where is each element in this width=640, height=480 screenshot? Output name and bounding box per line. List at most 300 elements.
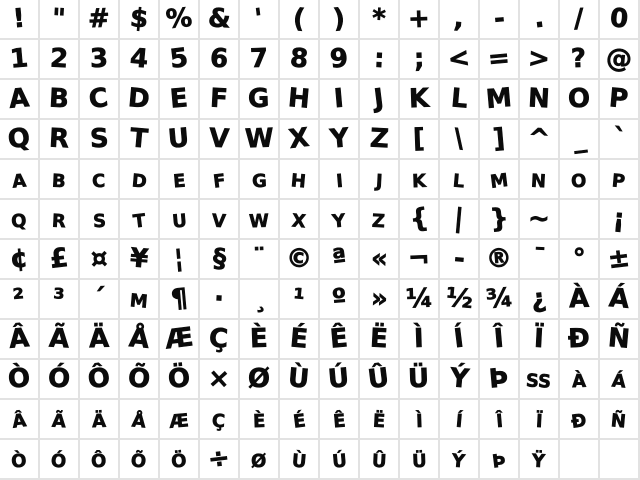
glyph-cell[interactable] (320, 200, 360, 240)
glyph-cell[interactable] (400, 400, 440, 440)
glyph: Ð (567, 323, 591, 355)
glyph-cell[interactable] (0, 400, 40, 440)
glyph: ä (91, 403, 107, 435)
glyph: ç (211, 403, 227, 435)
glyph-cell[interactable] (80, 440, 120, 480)
glyph-cell[interactable] (520, 360, 560, 400)
glyph-cell[interactable] (360, 400, 400, 440)
glyph-cell[interactable] (360, 160, 400, 200)
glyph-cell[interactable] (440, 80, 480, 120)
glyph-cell[interactable] (160, 400, 200, 440)
glyph-cell[interactable] (120, 120, 160, 160)
glyph: J (372, 83, 386, 115)
glyph-cell[interactable] (560, 120, 600, 160)
glyph-cell[interactable] (40, 360, 80, 400)
glyph-cell[interactable] (480, 160, 520, 200)
glyph-cell[interactable] (240, 160, 280, 200)
glyph-cell-empty (560, 200, 600, 240)
glyph: n (530, 163, 548, 195)
glyph: m (488, 163, 510, 195)
glyph-cell[interactable] (360, 80, 400, 120)
glyph-cell-empty (560, 440, 600, 480)
glyph-cell[interactable] (520, 80, 560, 120)
glyph-cell[interactable] (0, 280, 40, 320)
glyph: ¾ (484, 282, 514, 316)
glyph-cell[interactable] (40, 400, 80, 440)
glyph-cell[interactable] (40, 240, 80, 280)
glyph-cell[interactable] (480, 360, 520, 400)
glyph-cell[interactable] (600, 40, 640, 80)
glyph-cell[interactable] (280, 280, 320, 320)
glyph-cell[interactable] (400, 200, 440, 240)
glyph-cell[interactable] (40, 160, 80, 200)
glyph-cell[interactable] (360, 0, 400, 40)
glyph: K (408, 83, 430, 115)
glyph: 5 (168, 43, 190, 75)
glyph: À (568, 283, 590, 315)
glyph-cell[interactable] (440, 240, 480, 280)
glyph: ê (331, 403, 347, 435)
glyph-cell[interactable] (280, 160, 320, 200)
glyph: Ò (6, 363, 32, 395)
glyph-cell[interactable] (320, 120, 360, 160)
glyph-cell[interactable] (200, 40, 240, 80)
glyph-cell[interactable] (240, 240, 280, 280)
glyph: Ì (413, 323, 425, 355)
glyph-cell[interactable] (160, 120, 200, 160)
glyph: ± (606, 242, 632, 276)
glyph-cell[interactable] (560, 280, 600, 320)
glyph: " (51, 3, 67, 35)
glyph: â (10, 403, 28, 435)
glyph-cell[interactable] (360, 360, 400, 400)
glyph-cell[interactable] (240, 320, 280, 360)
glyph: A (7, 83, 31, 115)
glyph: e (171, 163, 187, 195)
glyph: * (371, 3, 387, 35)
glyph: õ (130, 443, 148, 475)
glyph-cell[interactable] (0, 160, 40, 200)
glyph: G (247, 83, 271, 115)
glyph: © (284, 242, 314, 276)
glyph: é (291, 403, 307, 435)
glyph-cell[interactable] (440, 400, 480, 440)
glyph-cell[interactable] (520, 440, 560, 480)
glyph-cell[interactable] (440, 160, 480, 200)
glyph-cell[interactable] (400, 360, 440, 400)
glyph: Ù (287, 363, 311, 395)
glyph: ¡ (611, 203, 627, 235)
glyph: Ö (166, 363, 192, 395)
glyph-cell[interactable] (280, 120, 320, 160)
glyph-cell-empty (600, 440, 640, 480)
glyph-cell[interactable] (280, 320, 320, 360)
glyph: a (10, 163, 28, 195)
glyph-cell[interactable] (160, 360, 200, 400)
glyph: ? (570, 43, 588, 75)
glyph: x (290, 203, 308, 235)
glyph: H (286, 83, 312, 115)
glyph-cell[interactable] (520, 320, 560, 360)
glyph-cell[interactable] (120, 200, 160, 240)
glyph: N (527, 83, 551, 115)
glyph-cell[interactable] (560, 400, 600, 440)
glyph-cell[interactable] (600, 0, 640, 40)
glyph-cell[interactable] (40, 80, 80, 120)
glyph: Ã (48, 323, 70, 355)
glyph-cell[interactable] (280, 40, 320, 80)
glyph: , (452, 3, 466, 35)
glyph-cell[interactable] (320, 80, 360, 120)
glyph: Þ (488, 363, 510, 395)
glyph-cell[interactable] (120, 320, 160, 360)
glyph-cell[interactable] (280, 0, 320, 40)
glyph-cell[interactable] (440, 200, 480, 240)
glyph-cell[interactable] (80, 400, 120, 440)
glyph-cell[interactable] (120, 240, 160, 280)
glyph: @ (604, 42, 634, 76)
glyph-cell[interactable] (320, 160, 360, 200)
glyph-cell[interactable] (560, 80, 600, 120)
glyph-cell[interactable] (360, 280, 400, 320)
glyph: þ (490, 443, 508, 475)
glyph: > (527, 43, 551, 75)
glyph: c (91, 163, 107, 195)
glyph: ³ (52, 283, 66, 315)
glyph: º (330, 283, 348, 315)
glyph-cell[interactable] (600, 400, 640, 440)
glyph-cell[interactable] (440, 0, 480, 40)
glyph-cell[interactable] (0, 120, 40, 160)
glyph-cell[interactable] (560, 160, 600, 200)
glyph-cell[interactable] (520, 200, 560, 240)
glyph: ý (451, 443, 467, 475)
glyph-cell[interactable] (520, 40, 560, 80)
glyph-cell[interactable] (480, 400, 520, 440)
glyph-cell[interactable] (120, 400, 160, 440)
glyph-cell[interactable] (480, 320, 520, 360)
glyph-cell[interactable] (480, 200, 520, 240)
glyph-cell[interactable] (280, 400, 320, 440)
glyph: W (244, 123, 274, 155)
glyph-cell[interactable] (200, 0, 240, 40)
glyph-cell[interactable] (480, 40, 520, 80)
glyph-cell[interactable] (40, 440, 80, 480)
glyph: b (51, 163, 67, 195)
glyph-cell[interactable] (360, 120, 400, 160)
glyph-cell[interactable] (160, 200, 200, 240)
glyph: ' (253, 3, 265, 35)
glyph: è (252, 403, 266, 435)
glyph-cell[interactable] (400, 280, 440, 320)
glyph: ¸ (250, 283, 268, 315)
glyph: Ú (327, 363, 351, 395)
glyph-cell[interactable] (520, 0, 560, 40)
glyph: î (494, 403, 504, 435)
glyph-cell[interactable] (400, 120, 440, 160)
glyph: ß (525, 363, 553, 395)
glyph-cell[interactable] (320, 400, 360, 440)
glyph: C (87, 82, 111, 116)
glyph: X (287, 122, 311, 156)
glyph-cell[interactable] (0, 440, 40, 480)
glyph: R (48, 123, 70, 155)
glyph-cell[interactable] (160, 240, 200, 280)
glyph-cell[interactable] (600, 360, 640, 400)
glyph: f (211, 163, 227, 195)
glyph-cell[interactable] (560, 0, 600, 40)
glyph-cell[interactable] (520, 120, 560, 160)
glyph-cell[interactable] (40, 40, 80, 80)
glyph: ! (11, 3, 27, 35)
glyph-cell[interactable] (240, 120, 280, 160)
glyph-cell[interactable] (240, 400, 280, 440)
glyph-cell[interactable] (480, 280, 520, 320)
glyph-cell[interactable] (40, 120, 80, 160)
glyph-cell[interactable] (120, 360, 160, 400)
glyph: < (446, 42, 472, 76)
glyph-cell[interactable] (0, 40, 40, 80)
glyph-cell[interactable] (600, 80, 640, 120)
glyph: ü (411, 443, 427, 475)
glyph: × (207, 363, 231, 395)
glyph-cell[interactable] (80, 280, 120, 320)
glyph-cell[interactable] (0, 320, 40, 360)
glyph-cell[interactable] (560, 240, 600, 280)
glyph-cell[interactable] (320, 240, 360, 280)
glyph: È (249, 323, 269, 355)
glyph: E (168, 83, 190, 115)
glyph-cell[interactable] (320, 40, 360, 80)
glyph: - (452, 243, 466, 275)
glyph-cell[interactable] (280, 200, 320, 240)
glyph-cell[interactable] (0, 200, 40, 240)
glyph-cell[interactable] (80, 320, 120, 360)
glyph-cell[interactable] (240, 80, 280, 120)
glyph: Z (368, 123, 390, 155)
glyph-cell[interactable] (80, 240, 120, 280)
glyph-cell[interactable] (600, 200, 640, 240)
glyph-cell[interactable] (80, 200, 120, 240)
glyph-cell[interactable] (320, 440, 360, 480)
glyph-cell[interactable] (480, 240, 520, 280)
glyph-cell[interactable] (200, 120, 240, 160)
glyph: O (567, 83, 591, 115)
glyph-cell[interactable] (80, 40, 120, 80)
glyph-cell[interactable] (400, 0, 440, 40)
glyph-cell[interactable] (320, 320, 360, 360)
glyph: ô (90, 443, 108, 475)
glyph: ¼ (405, 283, 433, 315)
glyph-cell[interactable] (120, 160, 160, 200)
glyph-cell[interactable] (120, 440, 160, 480)
glyph-cell[interactable] (400, 40, 440, 80)
glyph: o (570, 163, 588, 195)
glyph: ÿ (531, 443, 547, 475)
glyph: g (251, 163, 267, 195)
glyph-cell[interactable] (560, 40, 600, 80)
glyph-cell[interactable] (360, 240, 400, 280)
glyph-cell[interactable] (320, 280, 360, 320)
glyph-cell[interactable] (160, 320, 200, 360)
glyph: l (451, 163, 467, 195)
glyph-cell[interactable] (440, 360, 480, 400)
glyph-cell[interactable] (360, 40, 400, 80)
glyph-cell[interactable] (40, 320, 80, 360)
glyph-cell[interactable] (520, 400, 560, 440)
glyph: k (411, 163, 427, 195)
glyph-cell[interactable] (160, 440, 200, 480)
glyph-cell[interactable] (400, 240, 440, 280)
glyph-cell[interactable] (160, 40, 200, 80)
glyph-cell[interactable] (440, 40, 480, 80)
glyph: ` (611, 123, 627, 155)
glyph: § (211, 243, 227, 275)
glyph-cell[interactable] (200, 440, 240, 480)
glyph-cell[interactable] (120, 80, 160, 120)
glyph-cell[interactable] (560, 320, 600, 360)
glyph-cell[interactable] (440, 320, 480, 360)
glyph: ½ (444, 282, 474, 316)
glyph-cell[interactable] (440, 120, 480, 160)
glyph-cell[interactable] (520, 240, 560, 280)
glyph: æ (167, 403, 191, 435)
glyph: ñ (610, 403, 628, 435)
glyph-cell[interactable] (240, 280, 280, 320)
glyph-cell[interactable] (160, 0, 200, 40)
glyph: Ê (328, 323, 350, 355)
glyph: ë (372, 403, 386, 435)
glyph-cell[interactable] (240, 200, 280, 240)
glyph-cell[interactable] (80, 80, 120, 120)
glyph-cell[interactable] (400, 320, 440, 360)
glyph: Æ (163, 322, 195, 356)
glyph: Í (452, 323, 466, 355)
glyph-cell[interactable] (80, 160, 120, 200)
glyph: D (126, 83, 152, 115)
glyph-cell[interactable] (200, 80, 240, 120)
glyph: w (248, 203, 270, 235)
glyph-cell[interactable] (320, 360, 360, 400)
glyph-cell[interactable] (600, 120, 640, 160)
glyph: Å (127, 323, 151, 355)
glyph-cell[interactable] (200, 200, 240, 240)
glyph: ¢ (8, 243, 30, 275)
glyph-cell[interactable] (0, 80, 40, 120)
glyph: i (334, 163, 344, 195)
glyph-cell[interactable] (40, 280, 80, 320)
glyph-cell[interactable] (200, 280, 240, 320)
glyph: Ë (369, 323, 389, 355)
glyph-cell[interactable] (240, 440, 280, 480)
glyph: 9 (328, 43, 350, 75)
glyph-cell[interactable] (600, 280, 640, 320)
glyph-cell[interactable] (120, 0, 160, 40)
glyph: h (290, 163, 308, 195)
glyph-cell[interactable] (0, 0, 40, 40)
glyph: Ø (247, 363, 271, 395)
glyph-cell[interactable] (160, 160, 200, 200)
glyph-cell[interactable] (200, 320, 240, 360)
glyph-cell[interactable] (360, 320, 400, 360)
glyph-cell[interactable] (240, 0, 280, 40)
glyph: ¶ (169, 283, 189, 315)
glyph-cell[interactable] (480, 0, 520, 40)
glyph-cell[interactable] (560, 360, 600, 400)
glyph-cell[interactable] (600, 160, 640, 200)
glyph-cell[interactable] (80, 120, 120, 160)
glyph-cell[interactable] (520, 160, 560, 200)
glyph: F (209, 83, 229, 115)
glyph: ó (50, 443, 68, 475)
glyph-cell[interactable] (240, 360, 280, 400)
glyph-cell[interactable] (320, 0, 360, 40)
glyph-cell[interactable] (200, 400, 240, 440)
glyph-cell[interactable] (400, 80, 440, 120)
glyph-cell[interactable] (40, 0, 80, 40)
glyph-cell[interactable] (480, 120, 520, 160)
glyph-cell[interactable] (440, 440, 480, 480)
glyph: u (170, 203, 188, 235)
glyph: ª (329, 243, 349, 275)
glyph-cell[interactable] (280, 440, 320, 480)
glyph-cell[interactable] (520, 280, 560, 320)
glyph: U (167, 123, 191, 155)
glyph: ¹ (292, 283, 306, 315)
glyph-cell[interactable] (0, 360, 40, 400)
glyph-cell[interactable] (280, 360, 320, 400)
glyph: £ (48, 243, 70, 275)
glyph-cell[interactable] (120, 280, 160, 320)
glyph: ; (413, 43, 425, 75)
glyph-cell[interactable] (600, 240, 640, 280)
glyph: r (51, 203, 67, 235)
glyph-cell[interactable] (480, 80, 520, 120)
glyph-cell[interactable] (0, 240, 40, 280)
glyph-cell[interactable] (280, 80, 320, 120)
glyph: ¿ (529, 283, 549, 315)
glyph: 2 (49, 43, 69, 75)
glyph-cell[interactable] (80, 0, 120, 40)
glyph-cell[interactable] (240, 40, 280, 80)
glyph-cell[interactable] (160, 280, 200, 320)
glyph: í (454, 403, 464, 435)
glyph-cell[interactable] (440, 280, 480, 320)
glyph: « (369, 243, 389, 275)
glyph-cell[interactable] (280, 240, 320, 280)
glyph-cell[interactable] (200, 360, 240, 400)
glyph: ¬ (407, 243, 431, 275)
glyph: Á (607, 283, 631, 315)
glyph-cell[interactable] (200, 160, 240, 200)
glyph-cell[interactable] (120, 40, 160, 80)
glyph-cell[interactable] (480, 440, 520, 480)
glyph-cell[interactable] (400, 160, 440, 200)
glyph-cell[interactable] (400, 440, 440, 480)
glyph: 3 (89, 43, 109, 75)
glyph-cell[interactable] (360, 440, 400, 480)
glyph-cell[interactable] (160, 80, 200, 120)
glyph-cell[interactable] (40, 200, 80, 240)
glyph-cell[interactable] (600, 320, 640, 360)
glyph: / (573, 3, 585, 35)
glyph-cell[interactable] (200, 240, 240, 280)
glyph: B (48, 83, 70, 115)
glyph-cell[interactable] (80, 360, 120, 400)
glyph-cell[interactable] (360, 200, 400, 240)
glyph: ï (534, 403, 544, 435)
glyph: µ (128, 283, 150, 315)
